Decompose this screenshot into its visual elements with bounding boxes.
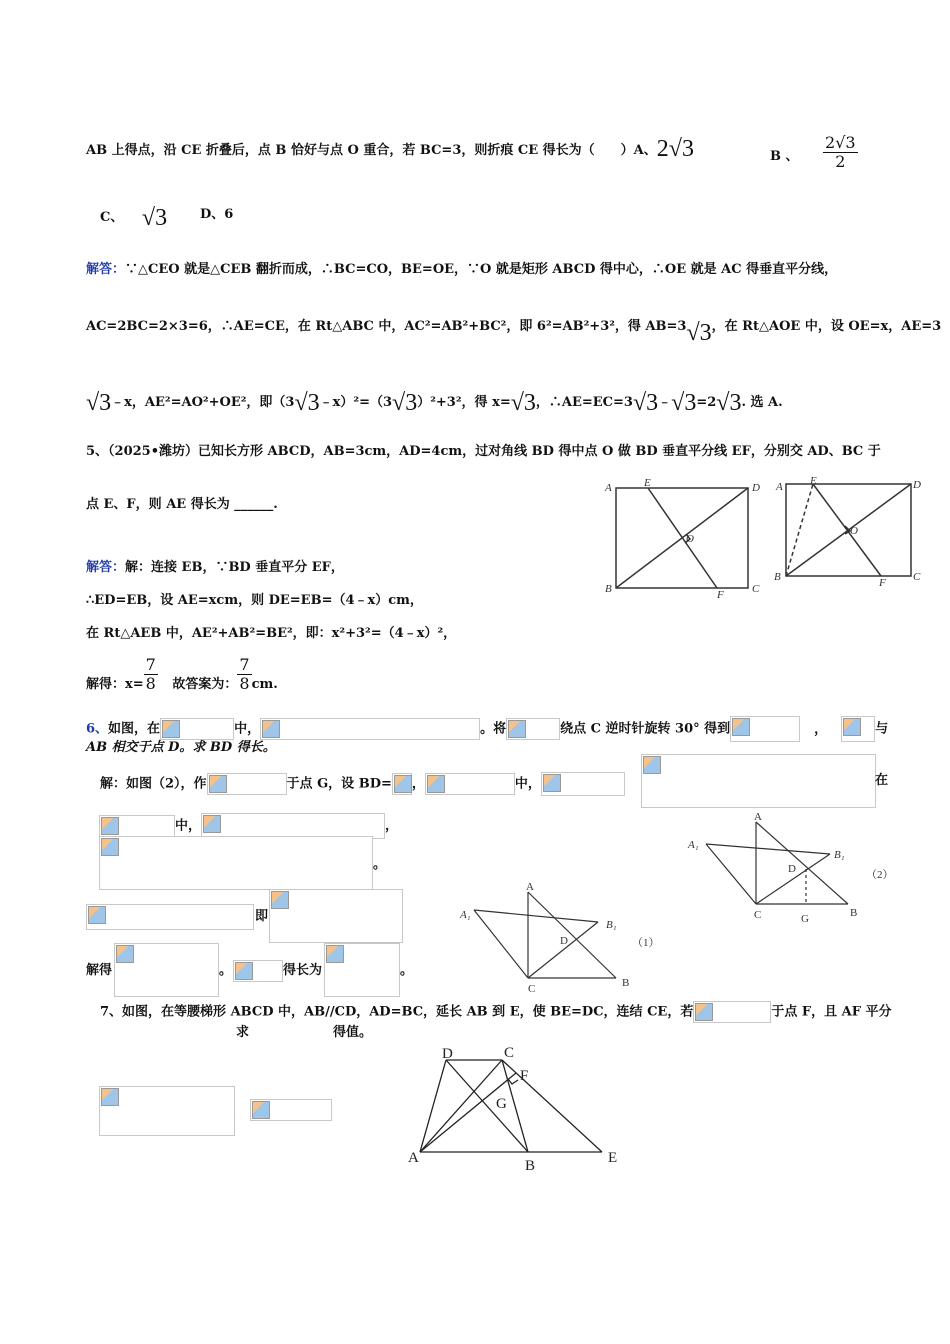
q6-formula-image <box>425 773 515 795</box>
q6-fig2-label-c: C <box>754 909 762 921</box>
q5-fig2-label-e: E <box>810 476 817 487</box>
q6-solution-line1: 解：如图（2），作 于点 G，设 BD= ， 中， <box>100 772 625 796</box>
q6-formula-image <box>260 718 480 740</box>
q5-figure <box>600 476 930 601</box>
q6-formula-image-block <box>99 836 373 890</box>
q5-fig1-label-e: E <box>644 477 651 489</box>
q6-formula-image <box>324 943 400 997</box>
q6-formula-image-large <box>641 754 876 808</box>
q4-option-b-fraction: $\frac{2√3}{2}$ <box>825 133 856 171</box>
q7-formula-image <box>99 1086 235 1136</box>
q6-fig2-label-b1: B₁ <box>834 849 845 861</box>
q5-fig2-label-d: D <box>913 479 921 491</box>
q7-line2b: 得值。 <box>333 1025 373 1040</box>
q6-formula-image <box>392 773 412 795</box>
q5-answer-line4: 解得：x= $\frac{7}{8}$ 故答案为： $\frac{7}{8}$ cm. <box>86 655 278 693</box>
q4-line1: AB 上得点，沿 CE 折叠后，点 B 恰好与点 O 重合，若 BC=3，则折痕 CE 得长为（ ）A、2√3 <box>86 136 694 162</box>
q6-fig2-label-d: D <box>788 863 796 875</box>
q5-answer-fraction-2: $\frac{7}{8}$ <box>239 655 250 693</box>
q6-formula-image <box>160 718 234 740</box>
q4-answer-line2: AC=2BC=2×3=6，∴AE=CE，在 Rt△ABC 中，AC²=AB²+BC²，即 6²=AB²+3²，得 AB=3√3，在 Rt△AOE 中，设 OE=x，AE=3 <box>86 319 942 346</box>
q6-text-zai: 在 <box>875 773 889 788</box>
q4-option-b: B 、 $\frac{2√3}{2}$ <box>770 133 856 171</box>
q6-figure-2 <box>684 808 904 926</box>
q5-answer-fraction: $\frac{7}{8}$ <box>145 655 156 693</box>
q5-answer-line1: 解答：解：连接 EB，∵BD 垂直平分 EF， <box>86 560 344 575</box>
q6-fig1-label-c: C <box>528 983 536 995</box>
q6-figure-1 <box>456 878 666 998</box>
q7-fig-label-f: F <box>520 1068 529 1084</box>
q6-fig1-label-d: D <box>560 935 568 947</box>
q6-text-jiede: 解得 <box>86 963 113 978</box>
q6-solution-line2: 中， ， <box>99 813 398 839</box>
q6-period-3: 。 <box>400 963 414 978</box>
q4-option-a-value: 2√3 <box>656 136 694 162</box>
q6-formula-image <box>506 718 560 740</box>
q6-formula-image <box>541 772 625 796</box>
q7-line2a: 求 <box>236 1025 250 1040</box>
q5-fig2-label-b: B <box>774 571 781 583</box>
q6-formula-image <box>269 889 403 943</box>
q5-fig2-label-c: C <box>913 571 921 583</box>
q7-fig-label-g: G <box>496 1096 507 1112</box>
q6-formula-image <box>207 773 287 795</box>
q5-question-line2: 点 E、F，则 AE 得长为 ______. <box>86 497 278 512</box>
q7-fig-label-a: A <box>408 1150 419 1166</box>
q5-fig2-eb-dashed <box>786 484 813 576</box>
q7-formula-image <box>693 1001 771 1023</box>
q4-option-d: D、6 <box>200 207 234 222</box>
q5-fig1-label-c: C <box>752 583 760 595</box>
q7-fig-label-d: D <box>442 1046 453 1062</box>
q6-formula-image <box>730 716 800 742</box>
q5-fig1-ef <box>648 488 717 588</box>
q6-fig1-label-b: B <box>622 977 630 989</box>
q6-fig2-label-b: B <box>850 907 858 919</box>
q5-fig1-label-d: D <box>752 482 760 494</box>
q6-fig1-caption: （1） <box>632 937 660 949</box>
q6-line2: AB 相交于点 D。求 BD 得长。 <box>86 740 276 755</box>
q6-formula-image <box>841 716 875 742</box>
q5-question-line1: 5、（2025•潍坊）已知长方形 ABCD，AB=3cm，AD=4cm，过对角线 BD 得中点 O 做 BD 垂直平分线 EF，分别交 AD、BC 于 <box>86 444 881 459</box>
q5-fig2-label-a: A <box>776 481 783 493</box>
q7-fig-label-b: B <box>525 1158 536 1174</box>
q4-answer-line1: 解答：∵△CEO 就是△CEB 翻折而成，∴BC=CO，BE=OE，∵O 就是矩形 ABCD 得中心，∴OE 就是 AC 得垂直平分线， <box>86 262 838 277</box>
q5-answer-label: 解答： <box>86 560 126 575</box>
q6-formula-image <box>86 904 254 930</box>
q6-text-ji: 即 <box>255 909 269 924</box>
q6-period: 。 <box>373 857 387 872</box>
q5-fig1-label-o: O <box>686 533 694 545</box>
q5-fig1-label-b: B <box>605 583 612 595</box>
q6-formula-image <box>233 960 283 982</box>
q7-fig-label-e: E <box>608 1150 618 1166</box>
q6-fig2-caption: （2） <box>866 869 894 881</box>
q5-fig2-label-o: O <box>850 525 858 537</box>
q7-figure <box>400 1040 630 1175</box>
q5-fig1-label-f: F <box>717 589 724 601</box>
q4-option-c: C、 √3 <box>100 205 168 231</box>
q6-formula-image <box>99 815 175 837</box>
q7-line1: 7、如图，在等腰梯形 ABCD 中，AB//CD，AD=BC，延长 AB 到 E，使 BE=DC，连结 CE，若 于点 F，且 AF 平分 <box>100 1001 891 1023</box>
q6-text-length: 得长为 <box>283 963 323 978</box>
q5-answer-line3: 在 Rt△AEB 中，AE²+AB²=BE²，即：x²+3²=（4﹣x）²， <box>86 626 457 641</box>
q5-fig2-label-f: F <box>879 577 886 589</box>
q6-fig1-label-b1: B₁ <box>606 919 617 931</box>
q7-formula-image <box>250 1099 332 1121</box>
q5-answer-line2: ∴ED=EB，设 AE=xcm，则 DE=EB=（4﹣x）cm， <box>86 593 423 608</box>
q6-period-2: 。 <box>219 963 233 978</box>
q6-fig2-label-g: G <box>801 913 809 925</box>
q6-fig2-label-a1: A₁ <box>688 839 699 851</box>
q7-fig-label-c: C <box>504 1045 515 1061</box>
q4-option-c-value: √3 <box>141 205 168 231</box>
q6-fig1-label-a1: A₁ <box>460 909 471 921</box>
q4-answer-label: 解答： <box>86 262 126 277</box>
q6-line1: 6、如图，在 中， 。将 绕点 C 逆时针旋转 30° 得到 ， 与 <box>86 716 888 742</box>
q6-fig2-label-a: A <box>754 811 762 823</box>
q6-formula-image <box>114 943 219 997</box>
q5-fig1-label-a: A <box>605 482 612 494</box>
q4-answer-line3: √3﹣x，AE²=AO²+OE²，即（3√3﹣x）²=（3√3）²+3²，得 x=√3，∴AE=EC=3√3﹣√3=2√3. 选 A. <box>86 390 783 416</box>
q6-fig1-label-a: A <box>526 881 534 893</box>
q5-fig2-ef <box>813 484 881 576</box>
